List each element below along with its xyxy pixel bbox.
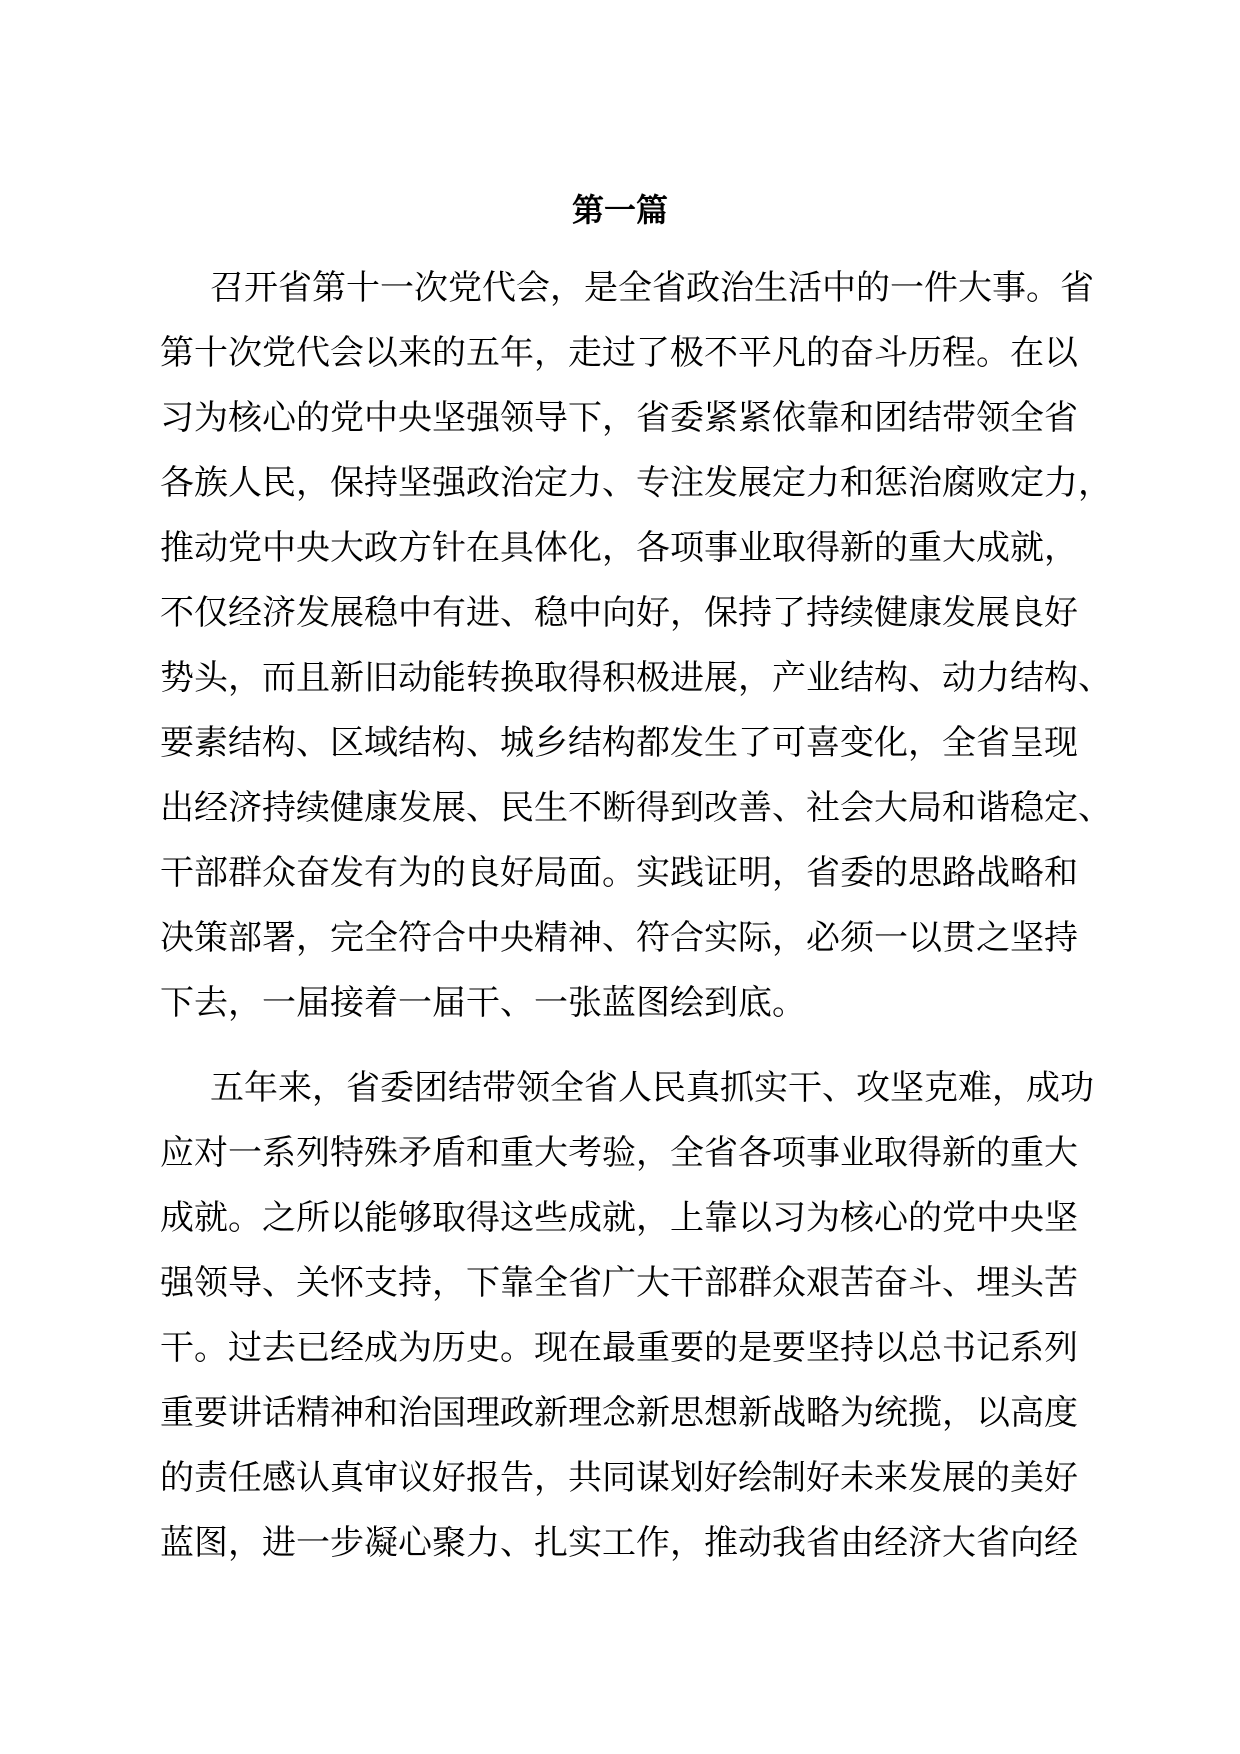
paragraph-line: 的责任感认真审议好报告，共同谋划好绘制好未来发展的美好 bbox=[160, 1458, 1078, 1498]
paragraph-line: 要素结构、区域结构、城乡结构都发生了可喜变化，全省呈现 bbox=[160, 723, 1078, 763]
paragraph-line: 推动党中央大政方针在具体化，各项事业取得新的重大成就， bbox=[160, 528, 1078, 568]
paragraph-line: 不仅经济发展稳中有进、稳中向好，保持了持续健康发展良好 bbox=[160, 593, 1078, 633]
paragraph-line: 五年来，省委团结带领全省人民真抓实干、攻坚克难，成功 bbox=[210, 1068, 1094, 1108]
paragraph-line: 成就。之所以能够取得这些成就，上靠以习为核心的党中央坚 bbox=[160, 1198, 1078, 1238]
paragraph-line: 第十次党代会以来的五年，走过了极不平凡的奋斗历程。在以 bbox=[160, 333, 1078, 373]
paragraph-line: 各族人民，保持坚强政治定力、专注发展定力和惩治腐败定力， bbox=[160, 463, 1112, 503]
paragraph-line: 干部群众奋发有为的良好局面。实践证明，省委的思路战略和 bbox=[160, 853, 1078, 893]
paragraph bbox=[160, 256, 1112, 1036]
paragraph-line: 出经济持续健康发展、民生不断得到改善、社会大局和谐稳定、 bbox=[160, 788, 1112, 828]
paragraph bbox=[160, 1056, 1094, 1576]
paragraph-line: 召开省第十一次党代会，是全省政治生活中的一件大事。省 bbox=[210, 268, 1094, 308]
paragraph-line: 应对一系列特殊矛盾和重大考验，全省各项事业取得新的重大 bbox=[160, 1133, 1078, 1173]
paragraph-line: 习为核心的党中央坚强领导下，省委紧紧依靠和团结带领全省 bbox=[160, 398, 1078, 438]
paragraph-line: 下去，一届接着一届干、一张蓝图绘到底。 bbox=[160, 983, 806, 1023]
paragraph-line: 干。过去已经成为历史。现在最重要的是要坚持以总书记系列 bbox=[160, 1328, 1078, 1368]
paragraph-line: 势头，而且新旧动能转换取得积极进展，产业结构、动力结构、 bbox=[160, 658, 1112, 698]
paragraph-line: 强领导、关怀支持，下靠全省广大干部群众艰苦奋斗、埋头苦 bbox=[160, 1263, 1078, 1303]
document-title: 第一篇 bbox=[571, 191, 668, 229]
paragraph-line: 蓝图，进一步凝心聚力、扎实工作，推动我省由经济大省向经 bbox=[160, 1523, 1078, 1563]
paragraph-line: 重要讲话精神和治国理政新理念新思想新战略为统揽，以高度 bbox=[160, 1393, 1078, 1433]
paragraph-line: 决策部署，完全符合中央精神、符合实际，必须一以贯之坚持 bbox=[160, 918, 1078, 958]
